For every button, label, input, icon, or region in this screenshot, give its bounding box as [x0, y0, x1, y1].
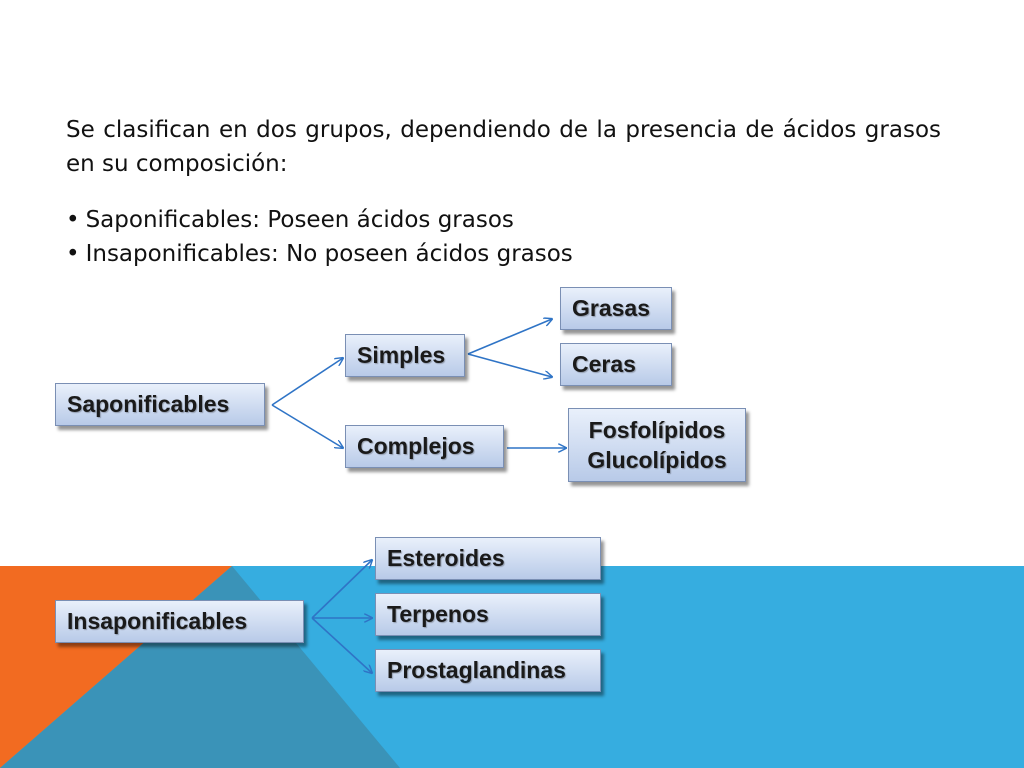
node-label: Esteroides — [387, 545, 505, 571]
node-label: Complejos — [357, 433, 475, 459]
node-label: Saponificables — [67, 391, 230, 417]
node-ceras — [560, 343, 672, 386]
node-label: Ceras — [572, 351, 636, 377]
node-label-fosfolipidos: Fosfolípidos — [588, 417, 726, 443]
node-simples — [345, 334, 465, 377]
node-grasas — [560, 287, 672, 330]
arrow-saponificables-complejos — [272, 405, 343, 448]
bullet-marker: • — [66, 207, 80, 233]
bullet-marker: • — [66, 241, 80, 267]
node-insaponificables — [55, 600, 304, 643]
arrow-saponificables-simples — [272, 358, 343, 405]
node-label: Insaponificables — [67, 608, 248, 634]
node-label: Simples — [357, 342, 446, 368]
node-label: Grasas — [572, 295, 651, 321]
node-complejos — [345, 425, 504, 468]
arrow-simples-ceras — [468, 354, 552, 377]
node-saponificables — [55, 383, 265, 426]
node-prostaglandinas — [375, 649, 601, 692]
bullet-text: Insaponificables: No poseen ácidos grasos — [85, 241, 573, 267]
node-esteroides — [375, 537, 601, 580]
node-label: Terpenos — [387, 601, 489, 627]
bullet-text: Saponificables: Poseen ácidos grasos — [85, 207, 514, 233]
node-label: Prostaglandinas — [387, 657, 566, 683]
arrow-insaponificables-esteroides — [312, 560, 372, 618]
node-fosfolipidos-glucolipidos — [568, 408, 746, 482]
arrow-simples-grasas — [468, 319, 552, 354]
intro-text: Se clasifican en dos grupos, dependiendo de la presencia de ácidos grasos en su composición: — [66, 117, 941, 177]
node-label-glucolipidos: Glucolípidos — [587, 447, 727, 473]
arrow-insaponificables-prostaglandinas — [312, 618, 372, 673]
node-terpenos — [375, 593, 601, 636]
